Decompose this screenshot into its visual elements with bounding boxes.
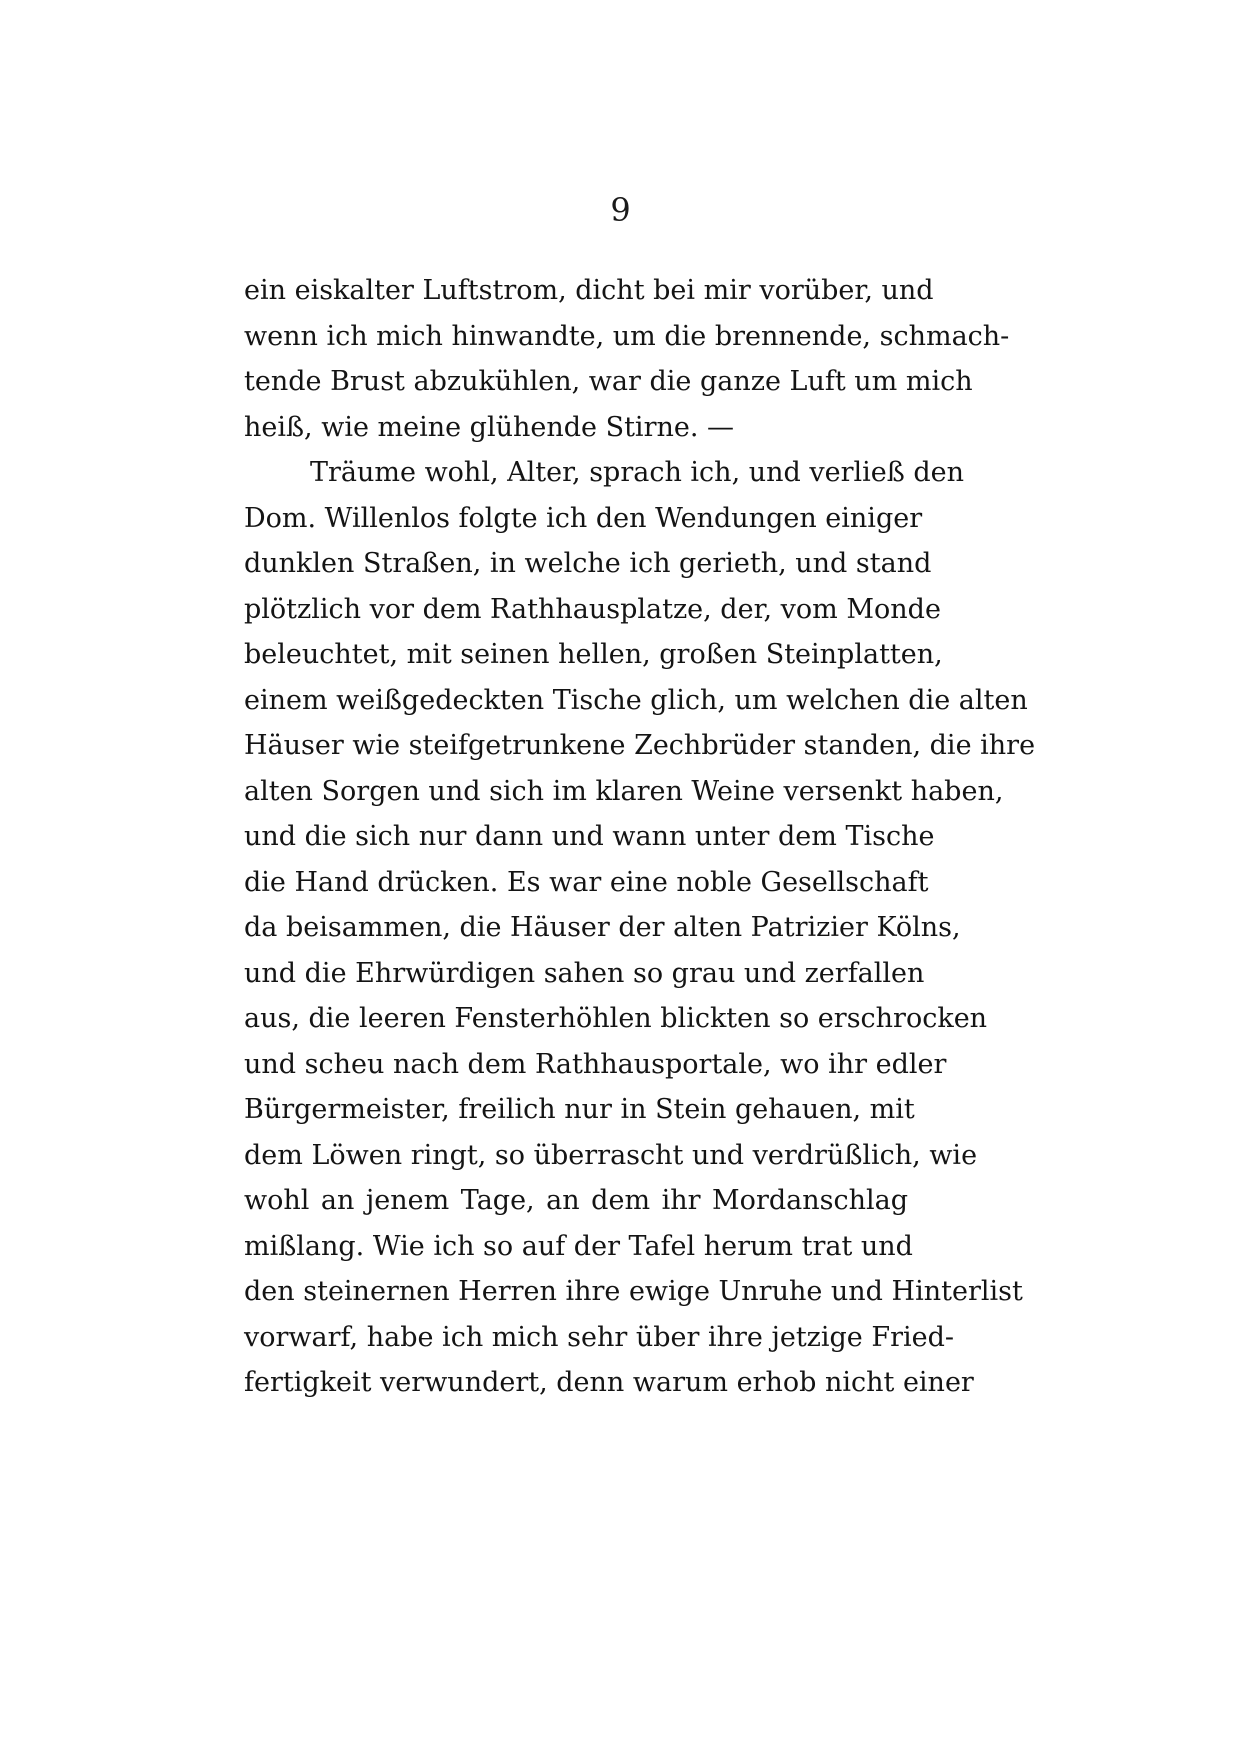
text-line: Häuser wie steifgetrunkene Zechbrüder standen, die ihre [244, 730, 1036, 761]
text-line: da beisammen, die Häuser der alten Patrizier Kölns, [244, 912, 961, 943]
text-line: Bürgermeister, freilich nur in Stein gehauen, mit [244, 1094, 915, 1125]
text-line: aus, die leeren Fensterhöhlen blickten so erschrocken [244, 1003, 988, 1034]
text-line: fertigkeit verwundert, denn warum erhob nicht einer [244, 1367, 974, 1398]
text-line: heiß, wie meine glühende Stirne. — [244, 411, 735, 443]
text-line: einem weißgedeckten Tische glich, um welchen die alten [244, 684, 1028, 716]
body-text [244, 268, 1036, 1406]
text-line: dem Löwen ringt, so überrascht und verdrüßlich, wie [244, 1139, 978, 1171]
text-line: wenn ich mich hinwandte, um die brennende, schmach- [244, 320, 1010, 352]
text-line: Dom. Willenlos folgte ich den Wendungen einiger [244, 502, 923, 534]
text-line: den steinernen Herren ihre ewige Unruhe und Hinterlist [244, 1276, 1023, 1307]
text-line: die Hand drücken. Es war eine noble Gesellschaft [244, 866, 929, 898]
text-line: und scheu nach dem Rathhausportale, wo ihr edler [244, 1048, 947, 1080]
text-line: vorwarf, habe ich mich sehr über ihre jetzige Fried- [244, 1321, 955, 1353]
text-line: wohl an jenem Tage, an dem ihr Mordanschlag [244, 1185, 908, 1216]
paragraph-start-line: Träume wohl, Alter, sprach ich, und verließ den [310, 457, 965, 488]
text-line: plötzlich vor dem Rathhausplatze, der, vom Monde [244, 593, 941, 625]
text-line: beleuchtet, mit seinen hellen, großen Steinplatten, [244, 639, 943, 670]
text-line: ein eiskalter Luftstrom, dicht bei mir vorüber, und [244, 275, 934, 306]
text-line: mißlang. Wie ich so auf der Tafel herum trat und [244, 1230, 913, 1262]
text-line: dunklen Straßen, in welche ich gerieth, und stand [244, 548, 932, 579]
page-number: 9 [610, 191, 631, 229]
text-line: und die sich nur dann und wann unter dem Tische [244, 821, 935, 852]
text-line: tende Brust abzukühlen, war die ganze Luft um mich [244, 366, 973, 397]
text-line: und die Ehrwürdigen sahen so grau und zerfallen [244, 957, 925, 989]
text-line: alten Sorgen und sich im klaren Weine versenkt haben, [244, 775, 1004, 807]
